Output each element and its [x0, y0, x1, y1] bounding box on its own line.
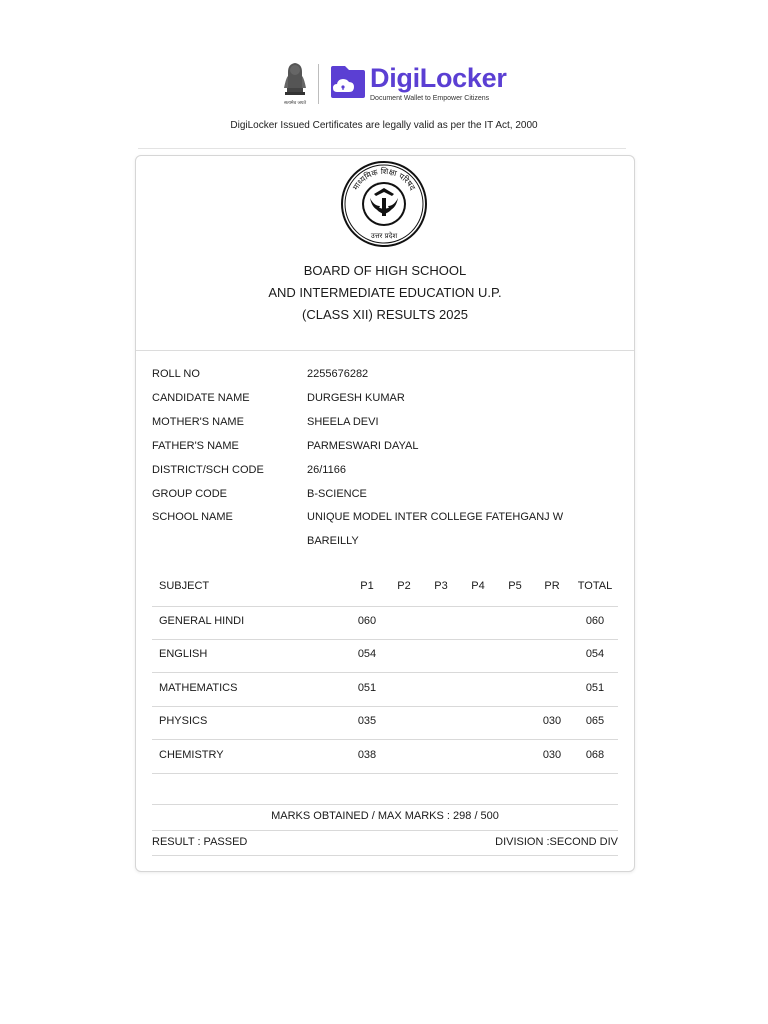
table-row-p1: 060 [357, 615, 377, 627]
marks-obtained: MARKS OBTAINED / MAX MARKS : 298 / 500 [271, 810, 499, 822]
table-header-p4: P4 [471, 580, 485, 592]
table-row-total: 051 [585, 682, 605, 694]
brand-tagline: Document Wallet to Empower Citizens [370, 95, 490, 102]
summary-divider [152, 855, 618, 856]
board-seal-icon [340, 160, 428, 248]
table-header-total: TOTAL [577, 580, 613, 592]
seal-text-top: माध्यमिक शिक्षा परिषद [351, 166, 418, 192]
table-row-subject: MATHEMATICS [159, 682, 238, 694]
table-divider [152, 739, 618, 740]
table-header-subject: SUBJECT [159, 580, 210, 592]
table-row-pr: 030 [542, 715, 562, 727]
info-value: UNIQUE MODEL INTER COLLEGE FATEHGANJ W BAREILLY [307, 511, 564, 547]
info-label: FATHER'S NAME [152, 440, 239, 452]
header-divider [318, 64, 319, 104]
digilocker-header [0, 58, 768, 108]
table-row-p1: 051 [357, 682, 377, 694]
legal-validity-note: DigiLocker Issued Certificates are legally valid as per the IT Act, 2000 [230, 120, 538, 131]
card-divider [136, 350, 634, 351]
digilocker-logo-icon [327, 62, 369, 102]
info-value: PARMESWARI DAYAL [307, 440, 419, 452]
board-title [136, 260, 634, 326]
summary-divider [152, 804, 618, 805]
table-divider [152, 639, 618, 640]
table-row-subject: ENGLISH [159, 648, 208, 660]
table-row-p1: 035 [357, 715, 377, 727]
info-label: DISTRICT/SCH CODE [152, 464, 264, 476]
board-title-line2: AND INTERMEDIATE EDUCATION U.P. [268, 285, 502, 300]
info-value: SHEELA DEVI [307, 416, 379, 428]
info-label: CANDIDATE NAME [152, 392, 250, 404]
table-divider [152, 606, 618, 607]
summary-divider [152, 830, 618, 831]
emblem-caption: सत्यमेव जयते [283, 101, 307, 106]
table-header-pr: PR [544, 580, 560, 592]
board-title-line3: (CLASS XII) RESULTS 2025 [302, 307, 468, 322]
table-row-subject: GENERAL HINDI [159, 615, 245, 627]
brand-name: DigiLocker [370, 63, 507, 93]
table-row-total: 065 [585, 715, 605, 727]
table-header-p3: P3 [434, 580, 448, 592]
table-row-p1: 038 [357, 749, 377, 761]
table-row-subject: CHEMISTRY [159, 749, 224, 761]
result-status: RESULT : PASSED [152, 836, 248, 848]
info-label: SCHOOL NAME [152, 511, 233, 523]
seal-text-bottom: उत्तर प्रदेश [370, 232, 398, 240]
table-row-total: 068 [585, 749, 605, 761]
info-value: DURGESH KUMAR [307, 392, 405, 404]
table-header-p1: P1 [360, 580, 374, 592]
table-row-total: 060 [585, 615, 605, 627]
table-divider [152, 773, 618, 774]
info-label: ROLL NO [152, 368, 200, 380]
info-label: MOTHER'S NAME [152, 416, 244, 428]
division-status: DIVISION :SECOND DIV [495, 836, 618, 848]
info-value: 26/1166 [307, 464, 346, 476]
national-emblem-icon [278, 58, 312, 106]
table-row-p1: 054 [357, 648, 377, 660]
info-value: 2255676282 [307, 368, 369, 380]
info-label: GROUP CODE [152, 488, 227, 500]
table-row-pr: 030 [542, 749, 562, 761]
top-divider [138, 148, 626, 149]
result-certificate-card [135, 155, 635, 872]
table-row-total: 054 [585, 648, 605, 660]
table-header-p5: P5 [508, 580, 522, 592]
table-divider [152, 706, 618, 707]
table-header-p2: P2 [397, 580, 411, 592]
table-row-subject: PHYSICS [159, 715, 208, 727]
info-value: B-SCIENCE [307, 488, 367, 500]
table-divider [152, 672, 618, 673]
board-title-line1: BOARD OF HIGH SCHOOL [303, 263, 467, 278]
